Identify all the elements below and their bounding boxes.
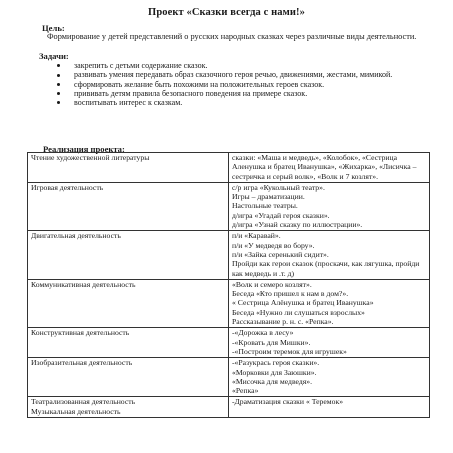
activity-content-cell: [229, 231, 430, 279]
document-title: Проект «Сказки всегда с нами!»: [148, 7, 305, 18]
activity-content-line: -«Построим теремок для игрушек»: [232, 346, 347, 356]
task-text: закрепить с детьми содержание сказок.: [74, 61, 208, 70]
activity-type-text: Игровая деятельность: [31, 182, 104, 192]
activity-content-line: « Сестрица Алёнушка и братец Иванушка»: [232, 298, 374, 308]
activity-type-cell: [28, 328, 229, 358]
activity-type-text: Конструктивная деятельность: [31, 328, 130, 338]
bullet-icon: [57, 64, 60, 67]
activity-content-cell: [229, 358, 430, 397]
activity-type-text: Музыкальная деятельность: [31, 406, 121, 416]
table-row: [28, 231, 430, 279]
goal-label: Цель:: [42, 23, 65, 33]
activity-type-cell: [28, 279, 229, 327]
activity-content-line: д/игра «Узнай сказку по иллюстрации».: [232, 220, 363, 230]
task-text: прививать детям правила безопасного поведения на примере сказок.: [74, 88, 308, 98]
activity-type-text: Изобразительная деятельность: [31, 358, 133, 368]
table-row: [28, 279, 430, 327]
activity-type-cell: [28, 182, 229, 230]
activities-table: [27, 152, 430, 418]
implementation-label: Реализация проекта:: [43, 144, 125, 154]
activity-content-line: д/игра «Угадай героя сказки».: [232, 210, 330, 220]
bullet-icon: [57, 101, 60, 104]
activity-content-line: «Репка»: [232, 386, 259, 396]
tasks-list: [57, 61, 427, 107]
activity-type-text: Коммуникативная деятельность: [31, 279, 136, 289]
activity-content-line: -«Разукрась героя сказки».: [232, 358, 320, 368]
activity-content-line: Беседа «Кто пришел к нам в дом?».: [232, 289, 349, 299]
activity-content-line: с/р игра «Кукольный театр».: [232, 182, 325, 192]
bullet-icon: [57, 83, 60, 86]
bullet-icon: [57, 92, 60, 95]
activity-type-cell: [28, 397, 229, 418]
activity-content-line: «Мисочка для медведя».: [232, 376, 313, 386]
activity-content-line: сказки: «Маша и медведь», «Колобок», «Сестрица Аленушка и братец Иванушка», «Жихарка», «Лисичка – сестричка и серый волк», «Волк и 7 козлят».: [232, 153, 417, 181]
activity-type-cell: [28, 153, 229, 183]
activity-content-line: п/и «Каравай».: [232, 231, 281, 241]
activity-content-line: Рассказывание р. н. с. «Репка».: [232, 317, 334, 327]
activity-content-cell: [229, 397, 430, 418]
activity-content-line: п/и «Зайка серенький сидит».: [232, 249, 329, 259]
activity-type-cell: [28, 358, 229, 397]
activity-content-line: -«Дорожка в лесу»: [232, 328, 294, 338]
activity-content-line: Настольные театры.: [232, 201, 298, 211]
table-row: [28, 328, 430, 358]
activity-type-text: Чтение художественной литературы: [31, 153, 150, 162]
table-row: [28, 397, 430, 418]
activity-type-text: Театрализованная деятельность: [31, 397, 136, 407]
activity-content-line: «Волк и семеро козлят».: [232, 279, 312, 289]
activity-content-cell: [229, 328, 430, 358]
activity-content-cell: [229, 279, 430, 327]
goal-text: Формирование у детей представлений о русских народных сказках через различные виды деятельности.: [47, 32, 417, 41]
table-row: [28, 358, 430, 397]
activity-content-line: -Драматизация сказки « Теремок»: [232, 397, 344, 407]
task-text: развивать умения передавать образ сказочного героя речью, движениями, жестами, мимикой.: [74, 70, 393, 80]
activity-content-line: Игры – драматизации.: [232, 192, 305, 202]
activity-type-text: Двигательная деятельность: [31, 231, 121, 241]
task-item: [57, 80, 427, 89]
task-item: [57, 98, 427, 107]
task-text: сформировать желание быть похожими на положительных героев сказок.: [74, 79, 325, 89]
activity-content-line: -«Кровать для Мишки».: [232, 337, 311, 347]
activity-content-cell: [229, 182, 430, 230]
activity-type-cell: [28, 231, 229, 279]
bullet-icon: [57, 74, 60, 77]
table-row: [28, 153, 430, 183]
table-row: [28, 182, 430, 230]
activity-content-line: п/и «У медведя во бору».: [232, 240, 315, 250]
activity-content-cell: [229, 153, 430, 183]
task-item: [57, 89, 427, 98]
task-item: [57, 61, 427, 70]
tasks-label: Задачи:: [39, 51, 69, 61]
task-text: воспитывать интерес к сказкам.: [74, 98, 183, 108]
activity-content-line: «Морковки для Заюшки».: [232, 367, 317, 377]
activities-table-body: [28, 153, 430, 418]
activity-content-line: Пройди как герои сказок (проскачи, как лягушка, пройди как медведь и .т. д): [232, 259, 420, 278]
task-item: [57, 70, 427, 79]
activity-content-line: Беседа «Нужно ли слушаться взрослых»: [232, 307, 365, 317]
